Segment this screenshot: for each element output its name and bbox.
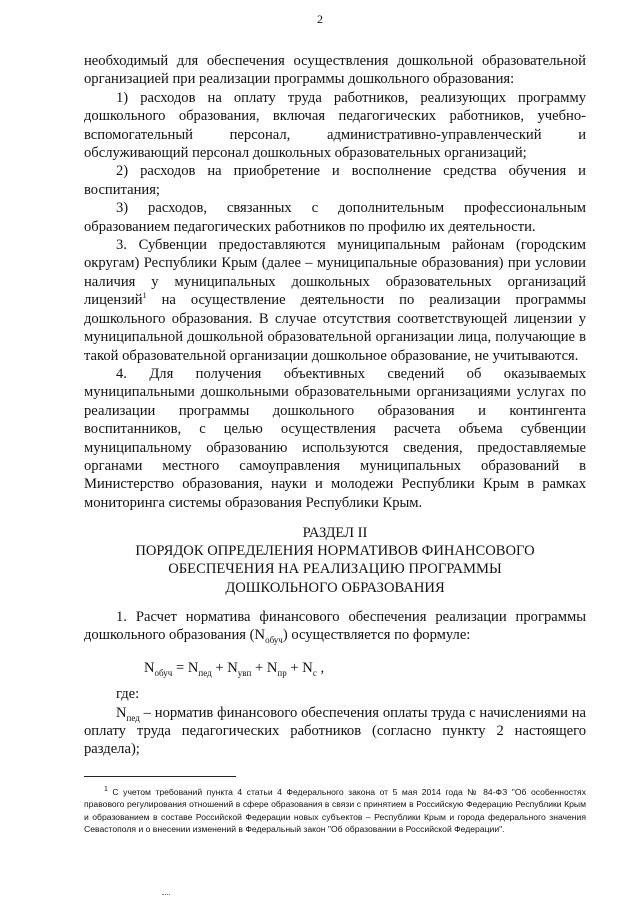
formula-plus-2: +	[251, 659, 267, 676]
paragraph-monitoring: 4. Для получения объективных сведений об оказываемых муниципальными дошкольными образовательными организациями услугах по реализации программы дошкольного образования и контингента воспитанников, с целью осуществления расчета объема субвенции муниципальному образованию используются сведения, предоставляемые органами местного самоуправления муниципальных образований в Министерство образования, науки и молодежи Республики Крым в рамках мониторинга системы образования Республики Крым.	[84, 365, 586, 511]
section-title: РАЗДЕЛ II	[302, 525, 368, 541]
footnote	[84, 786, 586, 836]
calculation-intro-start: 1. Расчет норматива финансового обеспечения реализации программы дошкольного образования (N	[84, 609, 586, 644]
section-heading-line-2: ОБЕСПЕЧЕНИЯ НА РЕАЛИЗАЦИЮ ПРОГРАММЫ	[168, 561, 502, 578]
definition-symbol: N	[116, 704, 127, 721]
calculation-intro-end: ) осуществляется по формуле:	[282, 627, 471, 644]
footnote-reference: 1	[142, 291, 147, 301]
paragraph-item-2: 2) расходов на приобретение и восполнение средства обучения и воспитания;	[84, 163, 586, 198]
section-heading	[84, 524, 586, 597]
formula-plus-1: +	[211, 659, 228, 676]
formula-plus-3: +	[286, 659, 303, 676]
calculation-block	[84, 608, 586, 759]
section-heading-line-3: ДОШКОЛЬНОГО ОБРАЗОВАНИЯ	[225, 579, 445, 596]
formula-term-4-sub: с	[312, 667, 317, 678]
section-heading-line-1: ПОРЯДОК ОПРЕДЕЛЕНИЯ НОРМАТИВОВ ФИНАНСОВОГО	[135, 543, 535, 560]
definition-n-ped	[84, 704, 586, 759]
formula	[84, 659, 586, 677]
paragraph-intro: необходимый для обеспечения осуществления дошкольной образовательной организацией при реализации программы дошкольного образования:	[84, 53, 586, 88]
scan-mark	[162, 890, 170, 895]
formula-term-2-sub: увп	[237, 667, 252, 678]
paragraph-subventions	[84, 236, 586, 365]
formula-term-4: N	[302, 659, 313, 676]
formula-term-3: N	[266, 659, 278, 676]
paragraph-item-1: 1) расходов на оплату труда работников, реализующих программу дошкольного образования, включая педагогических работников, учебно-вспомогательный персонал, административно-управленческий и обслуживающий персонал дошкольных образовательных организаций;	[84, 89, 586, 162]
footnote-mark: 1	[104, 786, 108, 794]
formula-term-1: N	[187, 659, 199, 676]
footnote-text: С учетом требований пункта 4 статьи 4 Федерального закона от 5 мая 2014 года № 84-ФЗ "Об особенностях правового регулирования отношений в сфере образования в связи с принятием в Российскую Федерацию Республики Крым и образованием в составе Российской Федерации новых субъектов – Республики Крым и города федерального значения Севастополя и о внесении изменений в Федеральный закон "Об образовании в Российской Федерации".	[84, 787, 586, 835]
definition-symbol-sub: пед	[126, 712, 140, 723]
calculation-intro	[84, 608, 586, 645]
paragraph-subventions-start: 3. Субвенции предоставляются муниципальным районам (городским округам) Республики Крым (далее – муниципальные образования) при условии наличия у муниципальных дошкольных образовательных организаций лицензий	[84, 237, 586, 309]
formula-term-1-sub: пед	[198, 667, 212, 678]
formula-lhs-sub: обуч	[154, 667, 173, 678]
definition-text: – норматив финансового обеспечения оплаты труда с начислениями на оплату труда педагогических работников (согласно пункту 2 настоящего раздела);	[84, 704, 586, 758]
formula-tail: ,	[316, 659, 325, 676]
formula-term-2: N	[227, 659, 238, 676]
paragraph-subventions-end: на осуществление деятельности по реализации программы дошкольного образования. В случае отсутствия соответствующей лицензии у муниципальной дошкольной образовательной организации лица, получающие в такой образовательной организации дошкольное образование, не учитываются.	[84, 292, 586, 364]
where-label: где:	[116, 686, 140, 703]
formula-term-3-sub: пр	[277, 667, 287, 678]
formula-equals: =	[172, 659, 188, 676]
body-text	[84, 52, 586, 512]
footnote-divider	[84, 776, 236, 777]
page-number: 2	[317, 12, 323, 26]
paragraph-item-3: 3) расходов, связанных с дополнительным профессиональным образованием педагогических работников по профилю их деятельности.	[84, 200, 586, 235]
calculation-intro-sub: обуч	[265, 635, 283, 646]
formula-lhs: N	[144, 659, 155, 676]
